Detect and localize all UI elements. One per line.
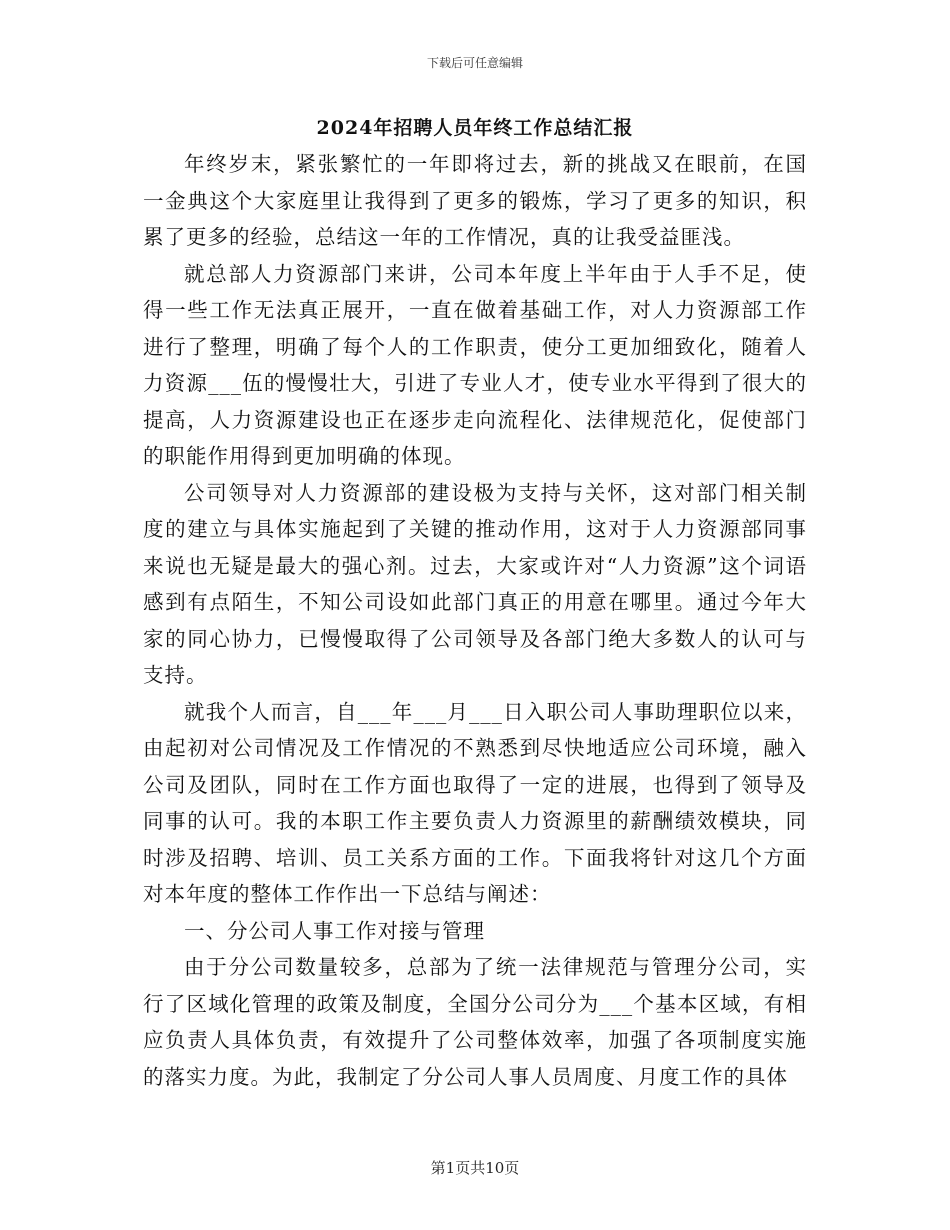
paragraph: 公司领导对人力资源部的建设极为支持与关怀，这对部门相关制度的建立与具体实施起到了关键的推动作用，这对于人力资源部同事来说也无疑是最大的强心剂。过去，大家或许对“人力资源”这个词语感到有点陌生，不知公司设如此部门真正的用意在哪里。通过今年大家的同心协力，已慢慢取得了公司领导及各部门绝大多数人的认可与支持。	[143, 480, 807, 687]
paragraph: 年终岁末，紧张繁忙的一年即将过去，新的挑战又在眼前，在国一金典这个大家庭里让我得到了更多的锻炼，学习了更多的知识，积累了更多的经验，总结这一年的工作情况，真的让我受益匪浅。	[143, 152, 807, 249]
paragraph: 就总部人力资源部门来讲，公司本年度上半年由于人手不足，使得一些工作无法真正展开，一直在做着基础工作，对人力资源部工作进行了整理，明确了每个人的工作职责，使分工更加细致化，随着人力资源___伍的慢慢壮大，引进了专业人才，使专业水平得到了很大的提高，人力资源建设也正在逐步走向流程化、法律规范化，促使部门的职能作用得到更加明确的体现。	[143, 261, 807, 468]
header-note: 下载后可任意编辑	[426, 56, 523, 70]
paragraph: 由于分公司数量较多，总部为了统一法律规范与管理分公司，实行了区域化管理的政策及制度，全国分公司分为___个基本区域，有相应负责人具体负责，有效提升了公司整体效率，加强了各项制度实施的落实力度。为此，我制定了分公司人事人员周度、月度工作的具体	[143, 955, 807, 1089]
document-body	[143, 146, 807, 1095]
page-number: 第1页共10页	[430, 1159, 520, 1177]
section-heading: 一、分公司人事工作对接与管理	[184, 918, 485, 943]
document-title: 2024年招聘人员年终工作总结汇报	[316, 117, 634, 139]
paragraph: 就我个人而言，自___年___月___日入职公司人事助理职位以来，由起初对公司情况及工作情况的不熟悉到尽快地适应公司环境，融入公司及团队，同时在工作方面也取得了一定的进展，也得到了领导及同事的认可。我的本职工作主要负责人力资源里的薪酬绩效模块，同时涉及招聘、培训、员工关系方面的工作。下面我将针对这几个方面对本年度的整体工作作出一下总结与阐述：	[143, 699, 807, 906]
